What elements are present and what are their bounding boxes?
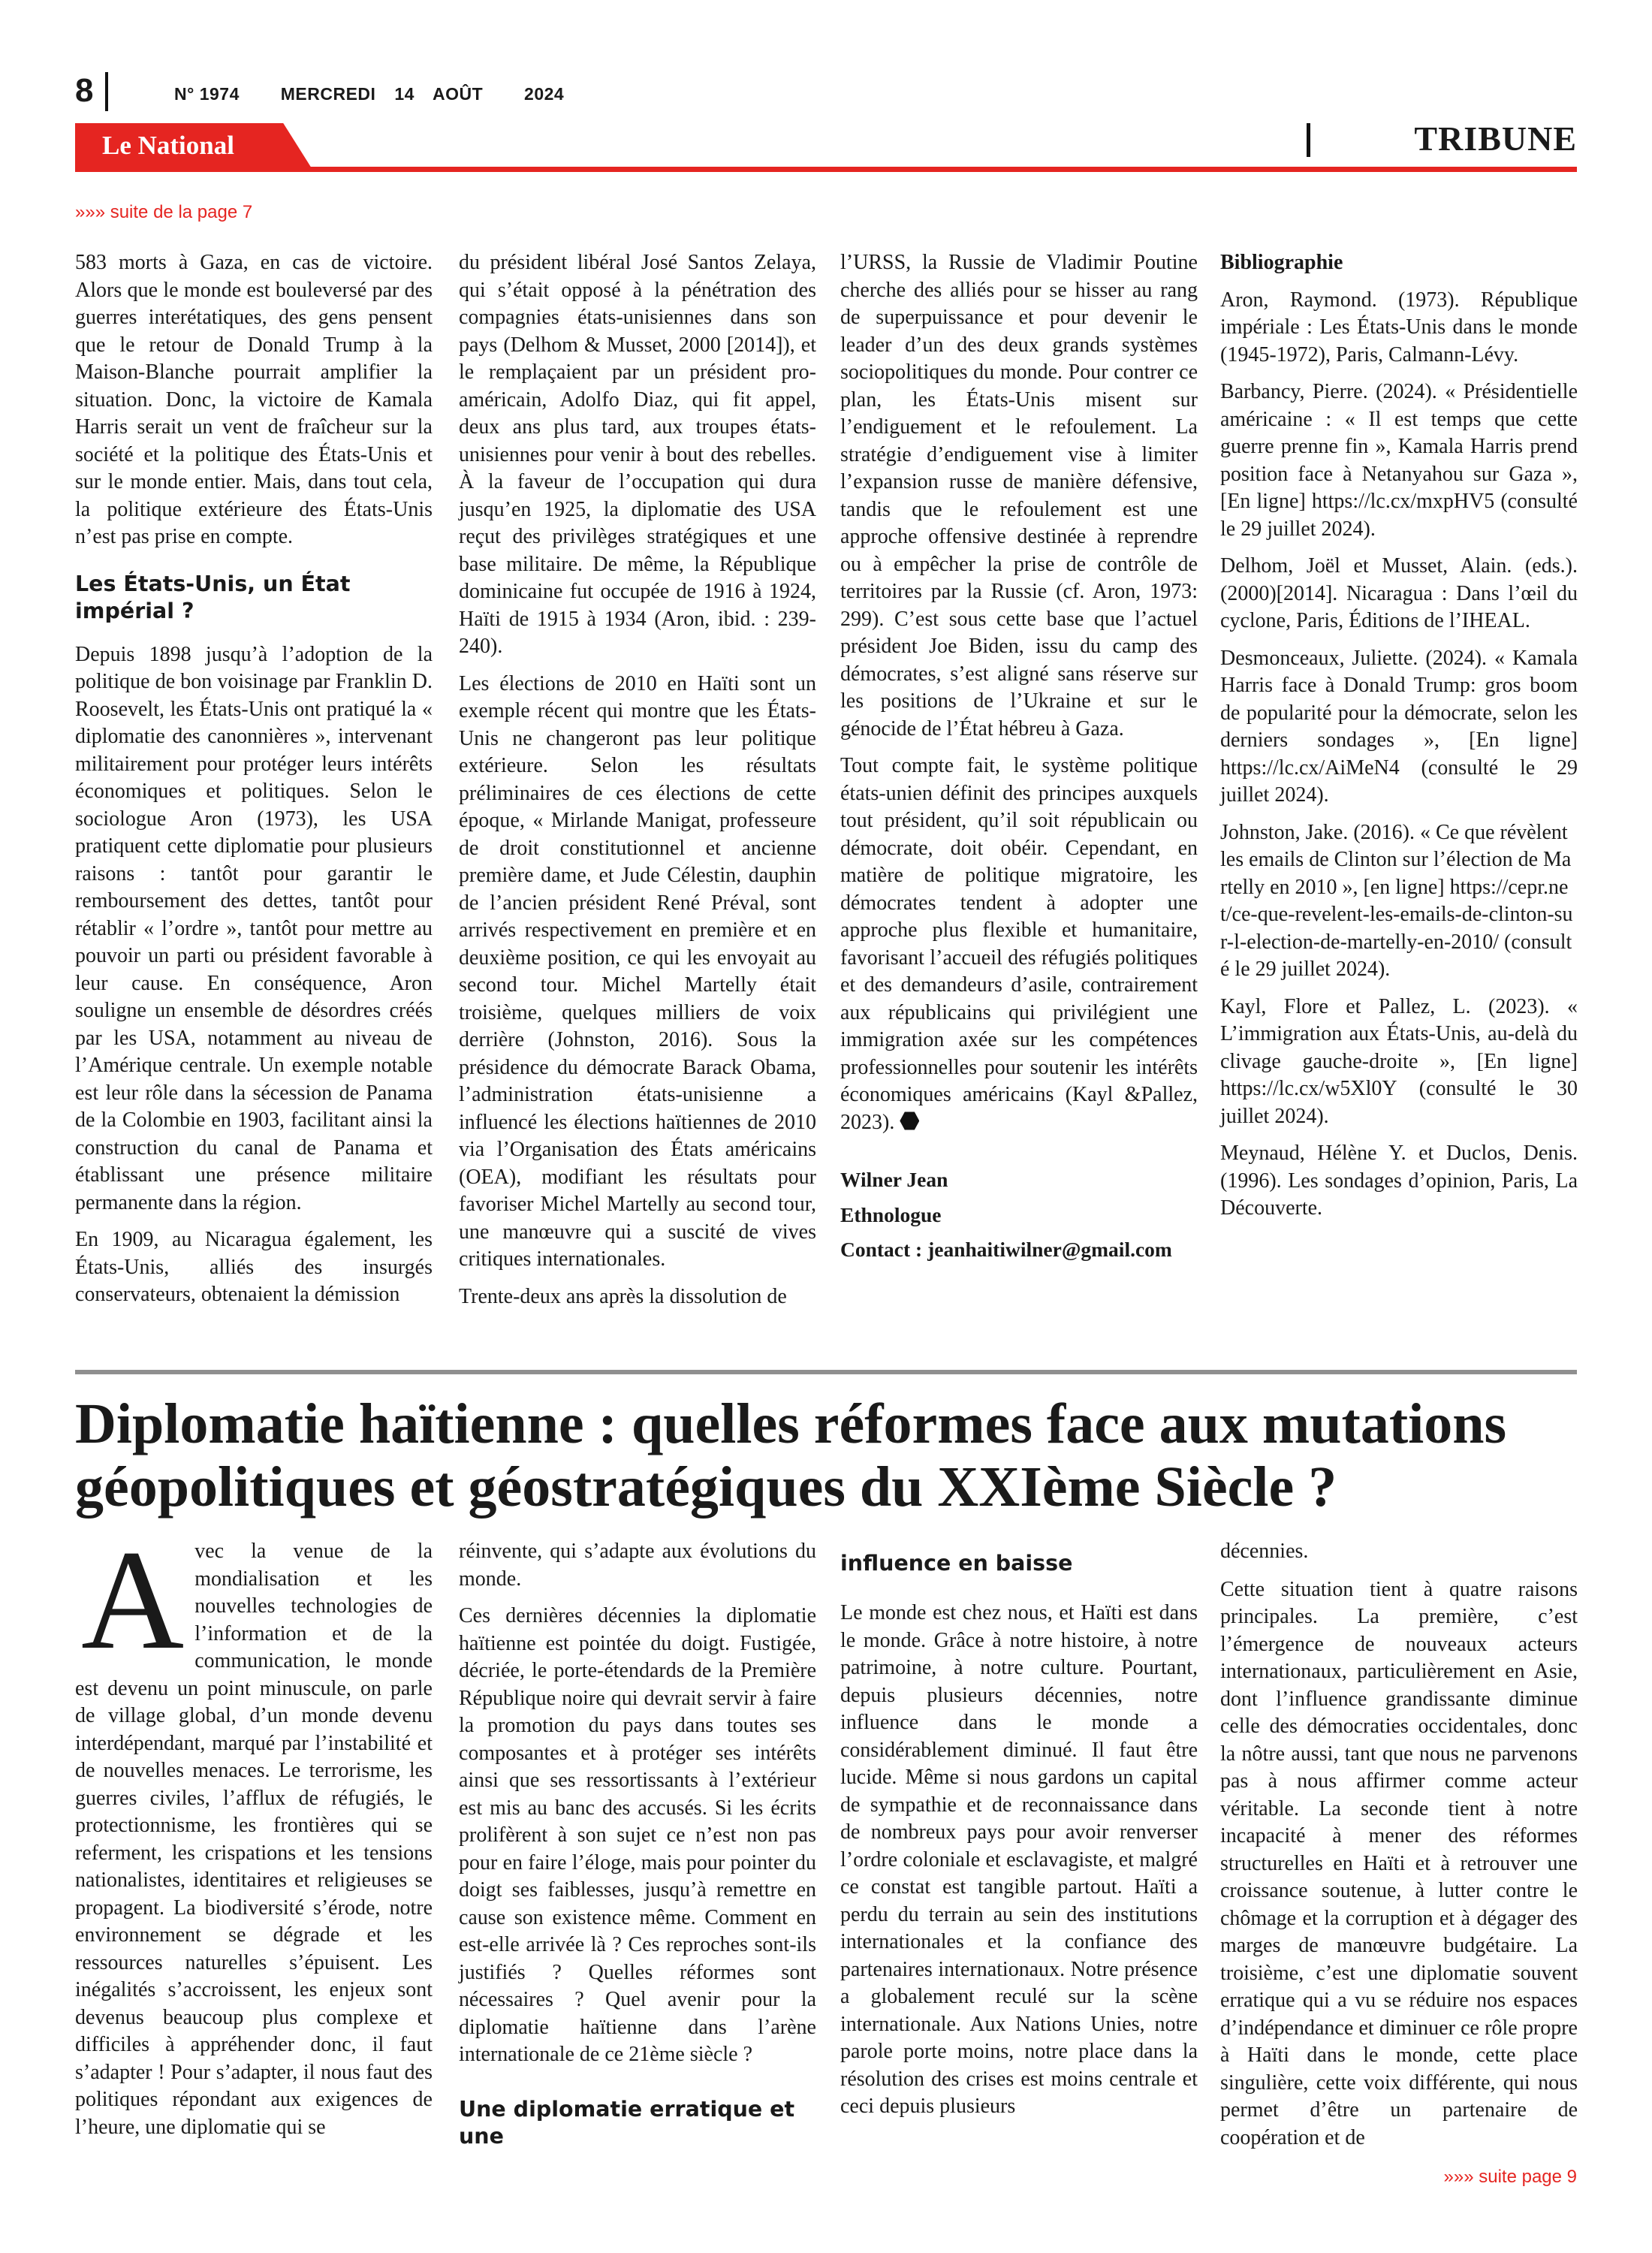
top-article-column-2: [459, 249, 816, 1320]
article-headline: [75, 1392, 1577, 1519]
paragraph: En 1909, au Nicaragua également, les États-Unis, alliés des insurgés conservateurs, obtenaient la démission: [75, 1228, 433, 1306]
paragraph: 583 morts à Gaza, en cas de victoire. Alors que le monde est bouleversé par des guerres interétatiques, des gens pensent que le retour de Donald Trump à la Maison-Blanche pourrait amplifier la situation. Donc, la victoire de Kamala Harris serait un vent de fraîcheur sur la société et la politique des États-Unis et sur le monde entier. Mais, dans tout cela, la politique extérieure des États-Unis n’est pas prise en compte.: [75, 251, 433, 548]
issue-weekday: MERCREDI: [280, 84, 376, 104]
section-title: TRIBUNE: [1414, 119, 1577, 158]
bibliography-column: [1220, 249, 1578, 1232]
top-article-column-3: [840, 249, 1198, 1271]
author-name: Wilner Jean: [840, 1168, 948, 1191]
issue-month: AOÛT: [432, 84, 484, 104]
top-article-column-1: [75, 249, 433, 1319]
continued-from-link[interactable]: »»» suite de la page 7: [75, 202, 253, 222]
bibliography-entry: Delhom, Joël et Musset, Alain. (eds.). (2000)[2014]. Nicaragua : Dans l’œil du cyclone, Paris, Éditions de l’IHEAL.: [1220, 554, 1578, 632]
author-role: Ethnologue: [840, 1202, 942, 1226]
paragraph: [75, 1522, 433, 2141]
paragraph: réinvente, qui s’adapte aux évolutions du monde.: [459, 1540, 816, 1591]
issue-day: 14: [394, 84, 415, 104]
bibliography-entry: Kayl, Flore et Pallez, L. (2023). « L’immigration aux États-Unis, au-delà du clivage gauche-droite », [En ligne] https://lc.cx/w5Xl0Y (consulté le 30 juillet 2024).: [1220, 994, 1578, 1128]
issue-number: N° 1974: [174, 84, 240, 104]
bibliography-entry: Barbancy, Pierre. (2024). « Présidentielle américaine : « Il est temps que cette guerre prenne fin », Kamala Harris prend position face à Netanyahou sur Gaza », [En ligne] https://lc.cx/mxpHV5 (consulté le 29 juillet 2024).: [1220, 380, 1578, 541]
section-divider: [1307, 123, 1310, 157]
bibliography-entry: Aron, Raymond. (1973). République impériale : Les États-Unis dans le monde (1945-1972), Paris, Calmann-Lévy.: [1220, 288, 1578, 366]
issue-line: [174, 84, 577, 104]
headline-line-1: Diplomatie haïtienne : quelles réformes face aux mutations: [75, 1392, 1507, 1455]
paragraph: Ces dernières décennies la diplomatie haïtienne est pointée du doigt. Fustigée, décriée, le porte-étendards de la Première République noire qui devrait servir à faire la promotion du pays dans toutes ses composantes et à protéger ses intérêts ainsi que ses ressortissants à l’extérieur est mis au banc des accusés. Si les écrits prolifèrent à son sujet ce n’est non pas pour en faire l’éloge, mais pour pointer du doigt ses faiblesses, jusqu’à remettre en cause son existence même. Comment en est-elle arrivée là ? Ces reproches sont-ils justifiés ? Quelles réformes sont nécessaires ? Quel avenir pour la diplomatie haïtienne dans l’arène internationale de ce 21ème siècle ?: [459, 1604, 816, 2066]
article-divider: [75, 1370, 1577, 1374]
brand-logo-text: Le National: [102, 131, 234, 160]
continued-on-link[interactable]: »»» suite page 9: [1443, 2167, 1577, 2187]
issue-year: 2024: [524, 84, 565, 104]
paragraph: Cette situation tient à quatre raisons principales. La première, c’est l’émergence de nouveaux acteurs internationaux, particulièrement en Asie, dont l’influence grandissante diminue celle des démocraties occidentales, donc la nôtre aussi, tant que nous ne parvenons pas à nous affirmer comme acteur véritable. La seconde tient à notre incapacité à mener des réformes structurelles en Haïti et à retrouver une croissance soutenue, à lutter contre le chômage et la corruption et à dégager des marges de manœuvre budgétaire. La troisième, c’est une diplomatie souvent erratique qui a vu se réduire nos espaces d’indépendance et diminuer ce rôle propre à Haïti dans le monde, cette place singulière, cette voix différente, qui nous permet d’être un partenaire de coopération et de: [1220, 1577, 1578, 2149]
page-number-divider: [105, 72, 108, 111]
bibliography-entry: Desmonceaux, Juliette. (2024). « Kamala Harris face à Donald Trump: gros boom de popularité pour la démocrate, selon les derniers sondages », [En ligne] https://lc.cx/AiMeN4 (consulté le 29 juillet 2024).: [1220, 646, 1578, 807]
bibliography-title: Bibliographie: [1220, 251, 1343, 274]
bibliography-entry: Johnston, Jake. (2016). « Ce que révèlent les emails de Clinton sur l’élection de Martelly en 2010 », [en ligne] https://cepr.net/ce-que-revelent-les-emails-de-clinton-sur-l-election-de-martelly-en-2010/ (consulté le 29 juillet 2024).: [1220, 820, 1573, 981]
second-article-column-2: [459, 1538, 816, 2161]
header-rule: [75, 167, 1577, 172]
headline-line-2: géopolitiques et géostratégiques du XXIème Siècle ?: [75, 1455, 1337, 1519]
drop-cap: A: [81, 1522, 185, 1679]
paragraph: Trente-deux ans après la dissolution de: [459, 1284, 787, 1308]
page-number: 8: [75, 72, 94, 109]
author-signature: [840, 1166, 1198, 1264]
paragraph: Les élections de 2010 en Haïti sont un exemple récent qui montre que les États-Unis ne changeront pas leur politique extérieure. Selon les résultats préliminaires de ces élections de cette époque, « Mirlande Manigat, professeure de droit constitutionnel et ancienne première dame, et Jude Célestin, dauphin de l’ancien président René Préval, sont arrivés respectivement en première et en deuxième position, ce qui les envoyait au second tour. Michel Martelly était troisième, quelques milliers de voix derrière (Johnston, 2016). Sous la présidence du démocrate Barack Obama, l’administration états-unisienne a influencé les élections haïtiennes de 2010 via l’Organisation des États américains (OEA), modifiant les résultats pour favoriser Michel Martelly au second tour, une manœuvre qui a suscité de vives critiques internationales.: [459, 671, 816, 1271]
end-of-article-icon: [900, 1111, 919, 1131]
paragraph-text: vec la venue de la mondialisation et les nouvelles technologies de l’information et de la communication, le monde est devenu un point minuscule, on parle de village global, d’un monde devenu interdépendant, marqué par l’instabilité et de nouvelles menaces. Le terrorisme, les guerres civiles, l’afflux de réfugiés, le protectionnisme, les frontières qui se referment, les crispations et les tensions nationalistes, identitaires et religieuses se propagent. La biodiversité s’érode, notre environnement se dégrade et les ressources naturelles s’épuisent. Les inégalités s’accroissent, les enjeux sont devenus beaucoup plus complexe et difficiles à appréhender donc, il faut s’adapter ! Pour s’adapter, il nous faut des politiques répondant aux exigences de l’heure, une diplomatie qui se: [75, 1540, 433, 2139]
subheading: Une diplomatie erratique et une: [459, 2096, 795, 2149]
subheading-continued: influence en baisse: [840, 1551, 1073, 1576]
paragraph: [840, 753, 1198, 1136]
paragraph: décennies.: [1220, 1540, 1309, 1563]
paragraph: du président libéral José Santos Zelaya, qui s’était opposé à la pénétration des compagnies états-unisiennes dans son pays (Delhom & Musset, 2000 [2014]), et le remplaçaient par un président pro-américain, Adolfo Diaz, qui fit appel, deux ans plus tard, aux troupes états-unisiennes pour venir à bout des rebelles. À la faveur de l’occupation qui dura jusqu’en 1925, la diplomatie des USA reçut des privilèges stratégiques et une base militaire. De même, la République dominicaine fut occupée de 1916 à 1924, Haïti de 1915 à 1934 (Aron, ibid. : 239-240).: [459, 251, 816, 658]
second-article-column-4: [1220, 1538, 1578, 2161]
paragraph: Le monde est chez nous, et Haïti est dans le monde. Grâce à notre histoire, à notre patrimoine, à notre culture. Pourtant, depuis plusieurs décennies, notre influence dans le monde a considérablement diminué. Il faut être lucide. Même si nous gardons un capital de sympathie et de reconnaissance dans de nombreux pays pour avoir renverser l’ordre coloniale et esclavagiste, et malgré ce constat est tangible partout. Haïti a perdu du terrain au sein des institutions internationales et la confiance des partenaires internationaux. Notre présence a globalement reculé sur la scène internationale. Aux Nations Unies, notre parole porte moins, notre place dans la résolution des crises est moins centrale et ceci depuis plusieurs: [840, 1601, 1198, 2118]
second-article-column-3: [840, 1538, 1198, 2131]
paragraph: l’URSS, la Russie de Vladimir Poutine cherche des alliés pour se hisser au rang de superpuissance et pour devenir le leader d’un des deux grands systèmes sociopolitiques du monde. Pour contrer ce plan, les États-Unis misent sur l’endiguement et le refoulement. La stratégie d’endiguement vise à limiter l’expansion russe de manière défensive, tandis que le refoulement est une approche offensive destinée à reprendre ou à empêcher la prise de contrôle de territoires par la Russie (cf. Aron, 1973: 299). C’est sous cette base que l’actuel président Joe Biden, issu du camp des démocrates, s’est aligné sans réserve sur les positions de l’Ukraine et sur le génocide de l’État hébreu à Gaza.: [840, 251, 1198, 740]
bibliography-entry: Meynaud, Hélène Y. et Duclos, Denis. (1996). Les sondages d’opinion, Paris, La Découverte.: [1220, 1142, 1578, 1220]
paragraph: Depuis 1898 jusqu’à l’adoption de la politique de bon voisinage par Franklin D. Roosevelt, les États-Unis ont pratiqué la « diplomatie des canonnières », intervenant militairement pour protéger leurs intérêts économiques et politiques. Selon le sociologue Aron (1973), les USA pratiquent cette diplomatie pour plusieurs raisons : tantôt pour garantir le remboursement des dettes, tantôt pour rétablir « l’ordre », tantôt pour mettre au pouvoir un parti ou président favorable à leur cause. En conséquence, Aron souligne un ensemble de désordres créés par les USA, notamment au niveau de l’Amérique centrale. Un exemple notable est leur rôle dans la sécession de Panama de la Colombie en 1903, facilitant ainsi la construction du canal de Panama et établissant une présence militaire permanente dans la région.: [75, 642, 433, 1214]
paragraph-text: Tout compte fait, le système politique états-unien définit des principes auxquels tout président, qu’il soit républicain ou démocrate, doit obéir. Cependant, en matière de politique migratoire, les démocrates tendent à adopter une approche plus flexible et humanitaire, favorisant l’accueil des réfugiés politiques et des demandeurs d’asile, contrairement aux républicains qui privilégient une immigration axée sur les compétences professionnelles pour soutenir les intérêts économiques américains (Kayl &Pallez, 2023).: [840, 754, 1198, 1134]
second-article-column-1: [75, 1522, 433, 2151]
subheading: Les États-Unis, un État impérial ?: [75, 571, 351, 623]
author-contact[interactable]: Contact : jeanhaitiwilner@gmail.com: [840, 1238, 1172, 1261]
